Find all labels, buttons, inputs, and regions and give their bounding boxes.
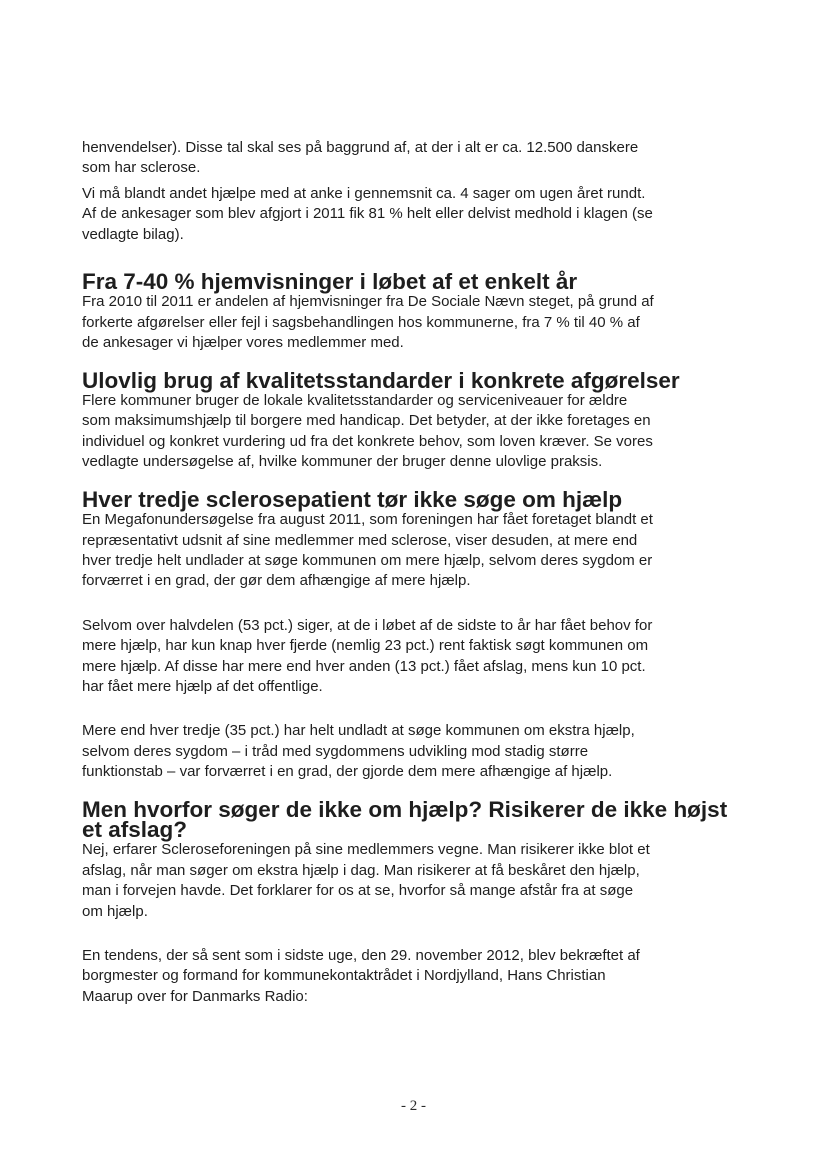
section-body-referrals: Fra 2010 til 2011 er andelen af hjemvisninger fra De Sociale Nævn steget, på grund af forkerte afgørelser eller fejl i sagsbehandlingen hos kommunerne, fra 7 % til 40 % af de ankesager vi hjælper vores medlemmer med.	[82, 293, 654, 352]
section-body-why-not-apply-1: Nej, erfarer Scleroseforeningen på sine medlemmers vegne. Man risikerer ikke blot et afslag, når man søger om ekstra hjælp i dag. Man risikerer at få beskåret den hjælp, man i forvejen havde. Det forklarer for os at se, hvorfor så mange afstår fra at søge om hjælp.	[82, 841, 650, 920]
section-body-survey-3: Mere end hver tredje (35 pct.) har helt undladt at søge kommunen om ekstra hjælp, selvom deres sygdom – i tråd med sygdommens udvikling mod stadig større funktionstab – var forværret i en grad, der gjorde dem mere afhængige af hjælp.	[82, 722, 635, 781]
section-body-why-not-apply-2: En tendens, der så sent som i sidste uge, den 29. november 2012, blev bekræftet af borgmester og formand for kommunekontaktrådet i Nordjylland, Hans Christian Maarup over for Danmarks Radio:	[82, 947, 640, 1005]
section-body-survey-2: Selvom over halvdelen (53 pct.) siger, at de i løbet af de sidste to år har fået behov for mere hjælp, har kun knap hver fjerde (nemlig 23 pct.) rent faktisk søgt kommunen om mere hjælp. Af disse har mere end hver anden (13 pct.) fået afslag, mens kun 10 pct. har fået mere hjælp af det offentlige.	[82, 616, 653, 695]
page-number: - 2 -	[401, 1098, 426, 1114]
paragraph-appeals: Vi må blandt andet hjælpe med at anke i gennemsnit ca. 4 sager om ugen året rundt. Af de ankesager som blev afgjort i 2011 fik 81 % helt eller delvist medhold i klagen (se vedlagte bilag).	[82, 184, 653, 243]
section-body-survey-1: En Megafonundersøgelse fra august 2011, som foreningen har fået foretaget blandt et repræsentativt udsnit af sine medlemmer med sclerose, viser desuden, at mere end hver tredje helt undlader at søge kommunen om mere hjælp, selvom deres sygdom er forværret i en grad, der gør dem afhængige af mere hjælp.	[82, 511, 653, 590]
paragraph-intro: henvendelser). Disse tal skal ses på baggrund af, at der i alt er ca. 12.500 danskere som har sclerose.	[82, 139, 639, 177]
section-heading-why-not-apply: Men hvorfor søger de ikke om hjælp? Risikerer de ikke højst et afslag?	[82, 796, 728, 842]
document-page	[82, 138, 732, 1007]
section-heading-referrals: Fra 7-40 % hjemvisninger i løbet af et enkelt år	[82, 269, 578, 295]
section-heading-survey: Hver tredje sclerosepatient tør ikke søge om hjælp	[82, 486, 623, 512]
section-body-quality-standards: Flere kommuner bruger de lokale kvalitetsstandarder og serviceniveauer for ældre som maksimumshjælp til borgere med handicap. Det betyder, at der ikke foretages en individuel og konkret vurdering ud fra det konkrete behov, som loven kræver. Se vores vedlagte undersøgelse af, hvilke kommuner der bruger denne ulovlige praksis.	[82, 392, 653, 471]
section-heading-quality-standards: Ulovlig brug af kvalitetsstandarder i konkrete afgørelser	[82, 367, 680, 393]
